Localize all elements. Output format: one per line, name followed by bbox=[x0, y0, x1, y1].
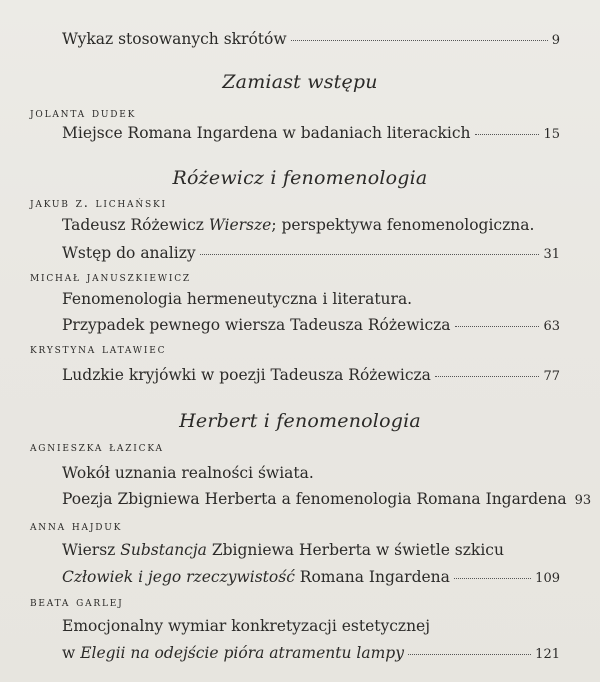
toc-entry[interactable] bbox=[62, 568, 560, 586]
entry-text: Zbigniewa Herberta w świetle szkicu bbox=[206, 541, 504, 559]
author-name: anna hajduk bbox=[30, 519, 123, 534]
entry-text: Tadeusz Różewicz bbox=[62, 216, 209, 234]
dot-leader bbox=[475, 134, 540, 135]
toc-entry-line[interactable] bbox=[62, 541, 560, 559]
dot-leader bbox=[455, 326, 540, 327]
dot-leader bbox=[454, 578, 531, 579]
entry-text: w bbox=[62, 644, 81, 662]
toc-entry[interactable] bbox=[62, 316, 560, 334]
dot-leader bbox=[291, 40, 548, 41]
entry-title: Przypadek pewnego wiersza Tadeusza Różewicza bbox=[62, 316, 451, 334]
toc-entry-line[interactable] bbox=[62, 290, 560, 308]
toc-entry-line[interactable] bbox=[62, 464, 560, 482]
entry-text: Wiersz bbox=[62, 541, 121, 559]
entry-title bbox=[62, 568, 450, 586]
page-number: 9 bbox=[551, 33, 560, 48]
entry-title: Ludzkie kryjówki w poezji Tadeusza Różewicza bbox=[62, 366, 431, 384]
dot-leader bbox=[408, 654, 531, 655]
toc-entry[interactable] bbox=[62, 644, 560, 662]
entry-title: Wstęp do analizy bbox=[62, 244, 196, 262]
toc-entry-line[interactable] bbox=[62, 617, 560, 635]
entry-italic-title: Człowiek i jego rzeczywistość bbox=[62, 568, 295, 586]
page-number: 77 bbox=[543, 369, 560, 384]
page-number: 121 bbox=[535, 647, 560, 662]
entry-title-line1: Emocjonalny wymiar konkretyzacji estetycznej bbox=[62, 617, 431, 635]
entry-title-line1 bbox=[62, 216, 534, 234]
section-heading: Zamiast wstępu bbox=[222, 71, 378, 93]
author-name: beata garlej bbox=[30, 595, 124, 610]
section-heading: Różewicz i fenomenologia bbox=[172, 167, 428, 189]
toc-entry[interactable] bbox=[62, 366, 560, 384]
page-number: 93 bbox=[574, 493, 592, 508]
author-name: jolanta dudek bbox=[30, 106, 137, 121]
entry-title-line1: Fenomenologia hermeneutyczna i literatura. bbox=[62, 290, 413, 308]
author-name: krystyna latawiec bbox=[30, 342, 167, 357]
author-name: michał januszkiewicz bbox=[30, 270, 191, 285]
toc-entry[interactable] bbox=[62, 124, 560, 142]
entry-title-line1: Wokół uznania realności świata. bbox=[62, 464, 314, 482]
toc-entry[interactable] bbox=[62, 490, 592, 508]
entry-title-line1 bbox=[62, 541, 504, 559]
dot-leader bbox=[435, 376, 540, 377]
page-number: 31 bbox=[543, 247, 560, 262]
author-name: agnieszka łazicka bbox=[30, 440, 164, 455]
entry-italic-title: Substancja bbox=[120, 541, 207, 559]
toc-entry-abbreviations[interactable] bbox=[62, 30, 560, 48]
entry-text: ; perspektywa fenomenologiczna. bbox=[271, 216, 535, 234]
entry-italic-title: Elegii na odejście pióra atramentu lampy bbox=[80, 644, 404, 662]
entry-title: Poezja Zbigniewa Herberta a fenomenologia Romana Ingardena bbox=[62, 490, 567, 508]
entry-italic-title: Wiersze bbox=[208, 216, 272, 234]
page-number: 63 bbox=[543, 319, 560, 334]
toc-entry-line[interactable] bbox=[62, 216, 560, 234]
author-name: jakub z. lichański bbox=[30, 196, 167, 211]
entry-title bbox=[62, 644, 404, 662]
section-heading: Herbert i fenomenologia bbox=[179, 410, 421, 432]
entry-text: Romana Ingardena bbox=[294, 568, 450, 586]
page-number: 15 bbox=[543, 127, 560, 142]
dot-leader bbox=[200, 254, 540, 255]
entry-title: Wykaz stosowanych skrótów bbox=[62, 30, 287, 48]
toc-entry[interactable] bbox=[62, 244, 560, 262]
entry-title: Miejsce Romana Ingardena w badaniach literackich bbox=[62, 124, 471, 142]
page-number: 109 bbox=[535, 571, 560, 586]
